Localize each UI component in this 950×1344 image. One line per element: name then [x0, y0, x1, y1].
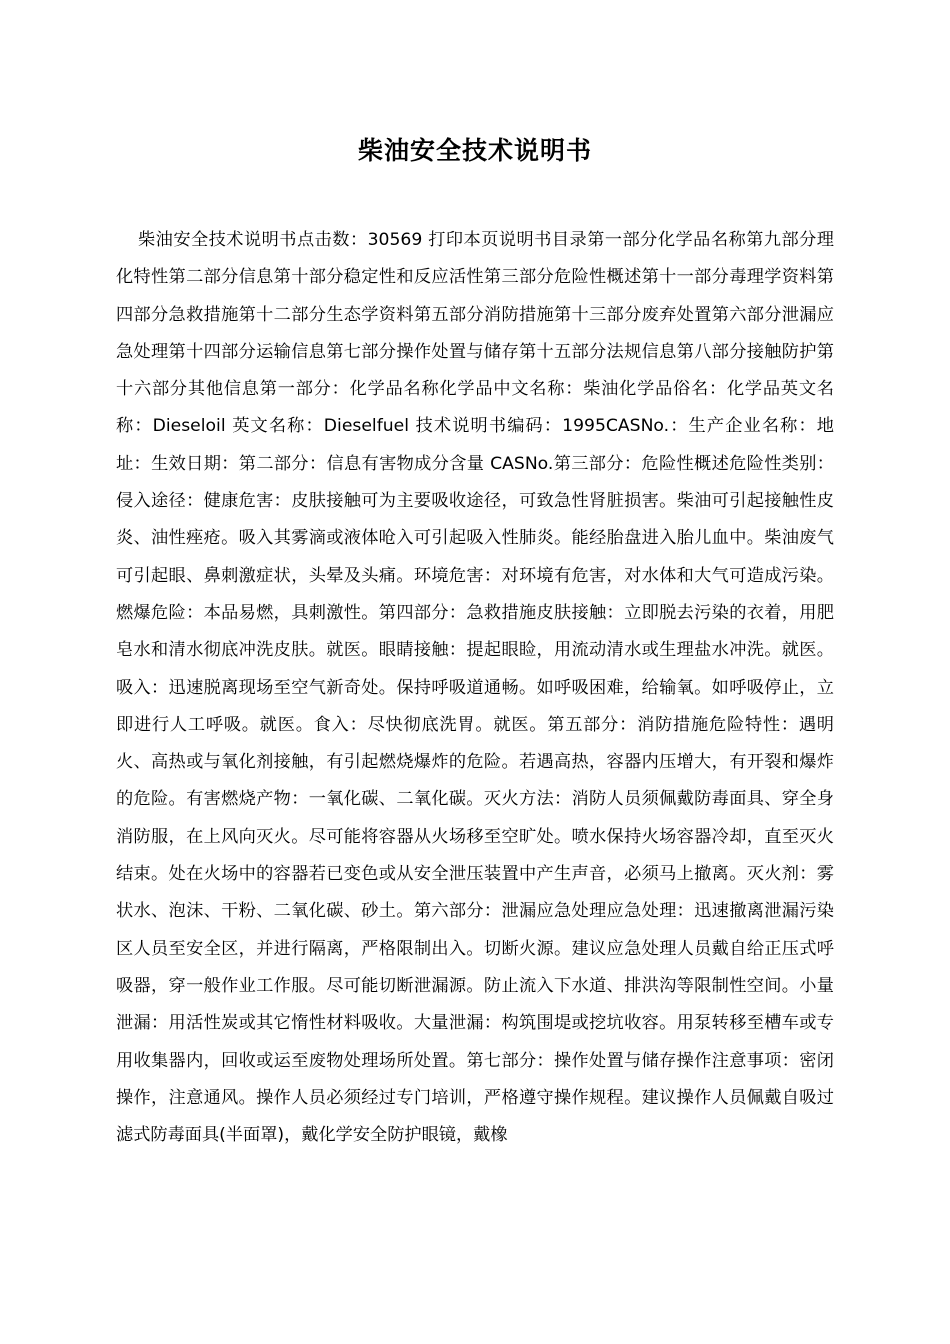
- document-body-paragraph: 柴油安全技术说明书点击数：30569 打印本页说明书目录第一部分化学品名称第九部分理化特性第二部分信息第十部分稳定性和反应活性第三部分危险性概述第十一部分毒理学资料第四部分急救措施第十二部分生态学资料第五部分消防措施第十三部分废弃处置第六部分泄漏应急处理第十四部分运输信息第七部分操作处置与储存第十五部分法规信息第八部分接触防护第十六部分其他信息第一部分：化学品名称化学品中文名称：柴油化学品俗名：化学品英文名称：Dieseloil 英文名称：Dieselfuel 技术说明书编码：1995CASNo.：生产企业名称：地址：生效日期：第二部分：信息有害物成分含量 CASNo.第三部分：危险性概述危险性类别：侵入途径：健康危害：皮肤接触可为主要吸收途径，可致急性肾脏损害。柴油可引起接触性皮炎、油性痤疮。吸入其雾滴或液体呛入可引起吸入性肺炎。能经胎盘进入胎儿血中。柴油废气可引起眼、鼻刺激症状，头晕及头痛。环境危害：对环境有危害，对水体和大气可造成污染。燃爆危险：本品易燃，具刺激性。第四部分：急救措施皮肤接触：立即脱去污染的衣着，用肥皂水和清水彻底冲洗皮肤。就医。眼睛接触：提起眼睑，用流动清水或生理盐水冲洗。就医。吸入：迅速脱离现场至空气新奇处。保持呼吸道通畅。如呼吸困难，给输氧。如呼吸停止，立即进行人工呼吸。就医。食入：尽快彻底洗胃。就医。第五部分：消防措施危险特性：遇明火、高热或与氧化剂接触，有引起燃烧爆炸的危险。若遇高热，容器内压增大，有开裂和爆炸的危险。有害燃烧产物：一氧化碳、二氧化碳。灭火方法：消防人员须佩戴防毒面具、穿全身消防服，在上风向灭火。尽可能将容器从火场移至空旷处。喷水保持火场容器冷却，直至灭火结束。处在火场中的容器若已变色或从安全泄压装置中产生声音，必须马上撤离。灭火剂：雾状水、泡沫、干粉、二氧化碳、砂土。第六部分：泄漏应急处理应急处理：迅速撤离泄漏污染区人员至安全区，并进行隔离，严格限制出入。切断火源。建议应急处理人员戴自给正压式呼吸器，穿一般作业工作服。尽可能切断泄漏源。防止流入下水道、排洪沟等限制性空间。小量泄漏：用活性炭或其它惰性材料吸收。大量泄漏：构筑围堤或挖坑收容。用泵转移至槽车或专用收集器内，回收或运至废物处理场所处置。第七部分：操作处置与储存操作注意事项：密闭操作，注意通风。操作人员必须经过专门培训，严格遵守操作规程。建议操作人员佩戴自吸过滤式防毒面具(半面罩)，戴化学安全防护眼镜，戴橡: [116, 230, 834, 1146]
- document-title: 柴油安全技术说明书: [357, 136, 592, 165]
